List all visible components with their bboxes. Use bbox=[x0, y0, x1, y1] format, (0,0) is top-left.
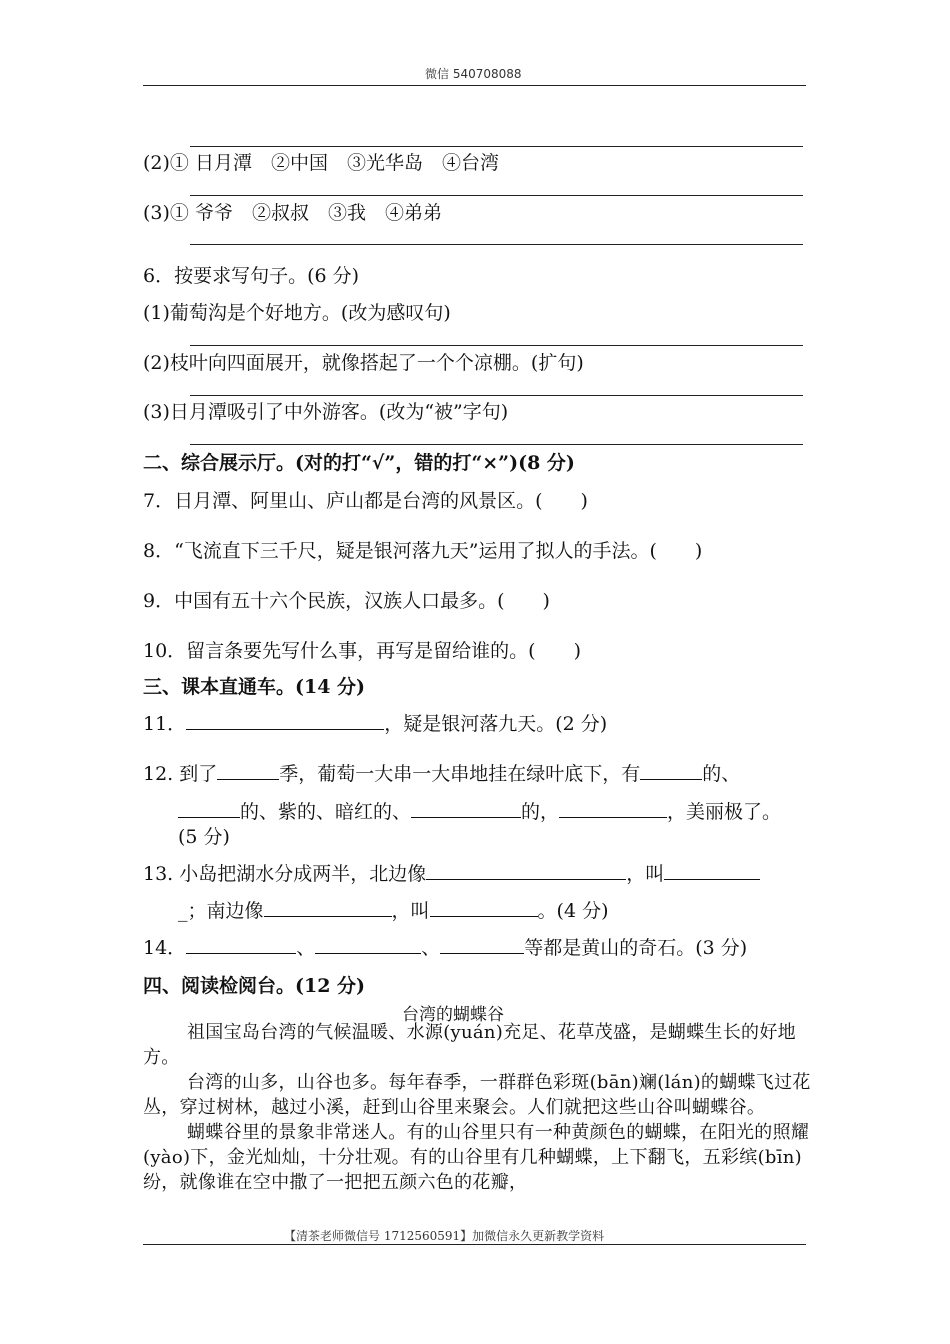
q12-text-b: 季，葡萄一大串一大串地挂在绿叶底下，有 bbox=[279, 763, 641, 785]
paragraph-3: 蝴蝶谷里的景象非常迷人。有的山谷里只有一种黄颜色的蝴蝶，在阳光的照耀(yào)下，金光灿灿，十分壮观。有的山谷里有几种蝴蝶，上下翻飞，五彩缤(bīn)纷，就像谁在空中撒了一把把五颜六色的花瓣， bbox=[143, 1122, 810, 1193]
answer-line bbox=[190, 244, 803, 245]
q7: 7．日月潭、阿里山、庐山都是台湾的风景区。( ) bbox=[143, 490, 588, 512]
paragraph-2: 台湾的山多，山谷也多。每年春季，一群群色彩斑(bān)斓(lán)的蝴蝶飞过花丛，穿过树林，越过小溪，赶到山谷里来聚会。人们就把这些山谷叫蝴蝶谷。 bbox=[143, 1072, 811, 1118]
answer-line bbox=[190, 146, 803, 147]
header-rule bbox=[143, 85, 806, 86]
passage-body bbox=[143, 1020, 813, 1195]
fill-blank[interactable] bbox=[264, 898, 392, 917]
answer-line bbox=[190, 395, 803, 396]
q13-line-2 bbox=[178, 896, 609, 923]
page-footer: 【清茶老师微信号 1712560591】加微信永久更新教学资料 bbox=[284, 1229, 605, 1243]
q12-text-d: 的、紫的、暗红的、 bbox=[240, 801, 412, 823]
q10: 10．留言条要先写什么事，再写是留给谁的。( ) bbox=[143, 640, 582, 662]
q11-text: ，疑是银河落九天。(2 分) bbox=[384, 713, 608, 735]
q14-separator: 、 bbox=[421, 937, 441, 959]
answer-line bbox=[190, 444, 803, 445]
q9: 9．中国有五十六个民族，汉族人口最多。( ) bbox=[143, 590, 550, 612]
q11 bbox=[143, 709, 607, 736]
fill-blank[interactable] bbox=[411, 799, 521, 818]
q6-sentence-1: (1)葡萄沟是个好地方。(改为感叹句) bbox=[143, 302, 451, 324]
passage-title: 台湾的蝴蝶谷 bbox=[402, 1005, 504, 1025]
answer-line bbox=[190, 195, 803, 196]
q12-score: (5 分) bbox=[178, 826, 230, 848]
fill-blank[interactable] bbox=[186, 711, 384, 730]
q5-item-2: (2)① 日月潭 ②中国 ③光华岛 ④台湾 bbox=[143, 152, 499, 174]
q13-text-d: ，叫 bbox=[391, 900, 430, 922]
q12-text-e: 的， bbox=[521, 801, 560, 823]
fill-blank[interactable] bbox=[559, 799, 667, 818]
fill-blank[interactable] bbox=[664, 861, 760, 880]
q6-title: 6．按要求写句子。(6 分) bbox=[143, 265, 360, 287]
q14-text: 等都是黄山的奇石。(3 分) bbox=[524, 937, 748, 959]
fill-blank[interactable] bbox=[640, 761, 702, 780]
q11-number: 11． bbox=[143, 713, 187, 735]
q12-number: 12. bbox=[143, 763, 174, 785]
footer-rule bbox=[143, 1244, 806, 1245]
section-4-title: 四、阅读检阅台。(12 分) bbox=[143, 975, 366, 997]
answer-line bbox=[190, 345, 803, 346]
q13-number: 13. bbox=[143, 863, 174, 885]
fill-blank[interactable] bbox=[217, 761, 279, 780]
fill-blank[interactable] bbox=[426, 861, 626, 880]
q13-text-a: 小岛把湖水分成两半，北边像 bbox=[179, 863, 427, 885]
q13-text-b: ，叫 bbox=[626, 863, 665, 885]
q6-sentence-2: (2)枝叶向四面展开，就像搭起了一个个凉棚。(扩句) bbox=[143, 352, 584, 374]
fill-blank[interactable] bbox=[315, 935, 421, 954]
q12-text-a: 到了 bbox=[179, 763, 218, 785]
fill-blank[interactable] bbox=[186, 935, 296, 954]
paragraph-1: 祖国宝岛台湾的气候温暖、水源(yuán)充足、花草茂盛，是蝴蝶生长的好地方。 bbox=[143, 1022, 796, 1068]
q14-number: 14． bbox=[143, 937, 187, 959]
fill-blank[interactable] bbox=[178, 799, 240, 818]
q5-item-3: (3)① 爷爷 ②叔叔 ③我 ④弟弟 bbox=[143, 202, 442, 224]
section-2-title: 二、综合展示厅。(对的打“√”，错的打“×”)(8 分) bbox=[143, 452, 575, 474]
q6-sentence-3: (3)日月潭吸引了中外游客。(改为“被”字句) bbox=[143, 401, 509, 423]
q8: 8．“飞流直下三千尺，疑是银河落九天”运用了拟人的手法。( ) bbox=[143, 540, 703, 562]
q14 bbox=[143, 933, 747, 960]
q12-text-c: 的、 bbox=[702, 763, 741, 785]
q12-line-1 bbox=[143, 759, 740, 786]
q12-text-f: ，美丽极了。 bbox=[667, 801, 782, 823]
page-header: 微信 540708088 bbox=[425, 67, 522, 81]
q13-line-1 bbox=[143, 859, 760, 886]
q14-separator: 、 bbox=[296, 937, 316, 959]
fill-blank[interactable] bbox=[430, 898, 538, 917]
section-3-title: 三、课本直通车。(14 分) bbox=[143, 676, 366, 698]
fill-blank[interactable] bbox=[440, 935, 524, 954]
q13-text-c: _；南边像 bbox=[178, 900, 264, 922]
q12-line-2 bbox=[178, 797, 781, 824]
q13-text-e: 。(4 分) bbox=[537, 900, 609, 922]
